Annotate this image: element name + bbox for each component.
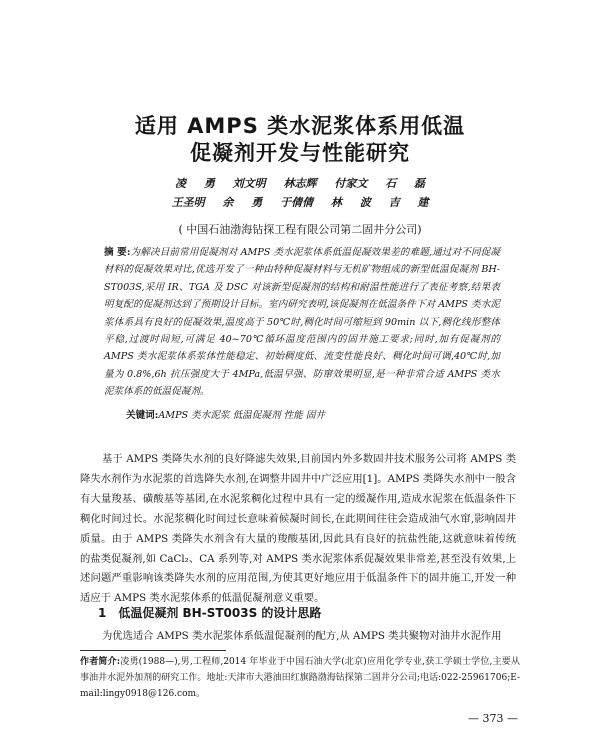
footnote-label: 作者简介: xyxy=(80,657,121,667)
page-number: — 373 — xyxy=(468,712,518,725)
section-title: 低温促凝剂 BH-ST003S 的设计思路 xyxy=(118,606,322,620)
body-paragraph-2: 为优选适合 AMPS 类水泥浆体系低温促凝剂的配方,从 AMPS 类共聚物对油井水泥作用 xyxy=(102,630,502,642)
keywords-text: AMPS 类水泥浆 低温促凝剂 性能 固井 xyxy=(158,410,326,421)
section-number: 1 xyxy=(98,606,107,620)
footnote-text: 凌勇(1988—),男,工程师,2014 年毕业于中国石油大学(北京)应用化学专业,获工学硕士学位,主要从事油井水泥外加剂的研究工作。地址:天津市大港油田红旗路渤海钻探第二固井分公司;电话:022-25961706;E-mail:lingy0918@126.com。 xyxy=(80,657,520,699)
abstract xyxy=(104,244,500,401)
paper-title-line1: 适用 AMPS 类水泥浆体系用低温 xyxy=(134,114,466,138)
authors-line1: 凌 勇 刘文明 林志辉 付家文 石 磊 xyxy=(175,177,425,190)
paper-title-line2: 促凝剂开发与性能研究 xyxy=(190,141,410,165)
keywords xyxy=(126,407,506,421)
footnote-divider xyxy=(80,650,226,651)
keywords-label: 关键词: xyxy=(126,410,159,421)
abstract-text: 为解决目前常用促凝剂对 AMPS 类水泥浆体系低温促凝效果差的难题,通过对不同促凝材料的促凝效果对比,优选开发了一种由特种促凝材料与无机矿物组成的新型低温促凝剂 BH-ST003S,采用 IR、TGA 及 DSC 对该新型促凝剂的结构和耐温性能进行了表征考察,结果表明复配的促凝剂达到了预期设计目标。室内研究表明,该促凝剂在低温条件下对 AMPS 类水泥浆体系具有良好的促凝效果,温度高于 50℃时,稠化时间可缩短到 90min 以下,稠化线形整体平稳,过渡时间短,可满足 40~70℃循环温度范围内的固井施工要求;同时,加有促凝剂的 AMPS 类水泥浆体系浆体性能稳定、初始稠度低、流变性能良好、稠化时间可调,40℃时,加量为 0.8%,6h 抗压强度大于 4MPa,低温早强、防窜效果明显,是一种非常合适 AMPS 类水泥浆体系的低温促凝剂。 xyxy=(104,247,500,398)
affiliation: ( 中国石油渤海钻探工程有限公司第二固井分公司) xyxy=(178,223,422,236)
section-heading-1 xyxy=(98,604,518,621)
footnote xyxy=(80,654,520,702)
authors-line2: 王圣明 余 勇 于倩倩 林 波 吉 建 xyxy=(171,196,429,209)
body-paragraph-1: 基于 AMPS 类降失水剂的良好降滤失效果,目前国内外多数固井技术服务公司将 AMPS 类降失水剂作为水泥浆的首选降失水剂,在调整井固井中广泛应用[1]。AMPS 类降失水剂中一般含有大量羧基、磺酸基等基团,在水泥浆稠化过程中具有一定的缓凝作用,造成水泥浆在低温条件下稠化时间过长。水泥浆稠化时间过长意味着候凝时间长,在此期间往往会造成油气水窜,影响固井质量。由于 AMPS 类降失水剂含有大量的羧酸基团,因此具有良好的抗盐性能,这就意味着传统的盐类促凝剂,如 CaCl₂、CA 系列等,对 AMPS 类水泥浆体系促凝效果非常差,甚至没有效果,上述问题严重影响该类降失水剂的应用范围,为使其更好地应用于低温条件下的固井施工,开发一种适应于 AMPS 类水泥浆体系的低温促凝剂意义重要。 xyxy=(80,453,516,605)
abstract-label: 摘 要: xyxy=(104,247,131,258)
